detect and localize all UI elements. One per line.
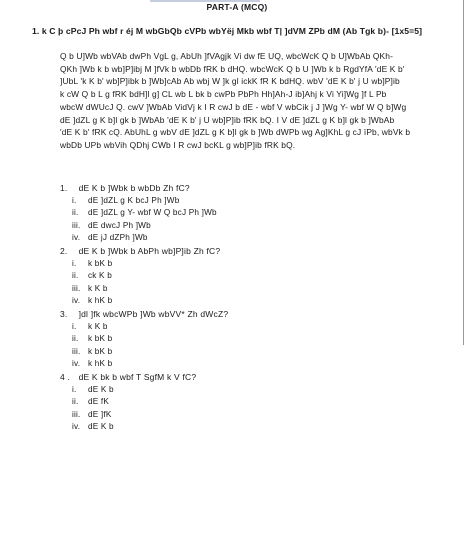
answer-option [60, 396, 440, 409]
answer-option [60, 358, 440, 371]
question-marks: [1x5=5] [391, 26, 423, 36]
question-item [60, 182, 440, 195]
option-text: dE K b [88, 422, 114, 432]
option-label: i. [72, 195, 77, 205]
question-text: dE K bk b wbf T SgfM k V fC? [78, 371, 197, 382]
answer-option [60, 207, 440, 220]
question-header-text: k C‌ þ cPcJ Ph wbf r‌ ‌é‌j‌ M wbGbQb cVPb wbY‌‌ëj Mkb wbf T| ]dVM ZPb dM (Ab Tgk b)- [41, 26, 390, 36]
passage-line: wbDb UPb wbVih QDhj CWb I R cwJ bcKL g wb]P]‌ib fRK bQ. [60, 139, 296, 150]
option-text: dE dwcJ Ph ]Wb [88, 220, 151, 230]
passage-line: wbcW dWUcJ Q. cwV ]WbAb V‌idVj k I R cwJ b dE - wbf V wbCi‌k j J ]Wg Y- wbf W Q b]Wg [60, 101, 407, 112]
option-label: iv. [72, 359, 81, 369]
passage-line: Q b U]Wb wbVAb dwPh VgL g, AbUh ]fVAgjk Vi dw fE UQ, wbcWcK Q b U]WbAb QKh- [60, 51, 394, 61]
passage-line: QKh ]Wb k b wb]P]‌ibj M ]fVk b wbDb fRK b dHQ. wbcWcK Q b U ]Wb k b RgdYfA 'dE K b' [60, 63, 405, 74]
answer-option [60, 346, 440, 359]
option-label: i. [72, 384, 77, 394]
option-label: ii. [72, 208, 79, 218]
question-header [32, 26, 462, 36]
passage-line: ]UbL 'k K b' wb]P]‌ibk b ]Wb]cAb Ab wbj W ]k gl ickK fR K bdHQ. wbV 'dE K b' j U wb]P]‌ib [60, 76, 400, 87]
answer-option [60, 258, 440, 271]
answer-option [60, 232, 440, 245]
question-item [60, 245, 440, 258]
option-text: dE ]dZL g Y- wbf W Q bcJ Ph ]Wb [88, 208, 217, 218]
option-text: dE ]dZL g K bcJ Ph ]Wb [88, 195, 180, 205]
question-text: ]dl ]fk wbcWPb ]Wb wbVV* Zh dWcZ? [78, 308, 229, 319]
question-number: 2. [60, 245, 68, 256]
answer-option [60, 421, 440, 434]
answer-option [60, 270, 440, 283]
answer-option [60, 295, 440, 308]
answer-option [60, 321, 440, 334]
question-item [60, 308, 440, 321]
question-text: dE K b ]Wbk b AbPh wb]P]‌ib Zh fC? [78, 245, 221, 256]
answer-option [60, 333, 440, 346]
option-text: k K b [88, 321, 108, 331]
answer-option [60, 195, 440, 208]
option-label: ii. [72, 334, 79, 344]
option-label: iv. [72, 233, 81, 243]
page-title: PART-A (MCQ) [206, 2, 268, 12]
option-label: iii. [72, 283, 81, 293]
option-text: k hK b [88, 296, 113, 306]
passage-line: dE ]dZL g K b]l gk b ]WbAb 'dE K b' j U wb]P]‌ib fRK bQ. I V dE ]dZL g K b]l gk b ]WbAb [60, 114, 395, 125]
option-label: iii. [72, 346, 81, 356]
question-number: 1. [60, 183, 68, 193]
option-label: iv. [72, 422, 81, 432]
passage [60, 50, 460, 152]
option-label: iii. [72, 409, 81, 419]
answer-option [60, 220, 440, 233]
option-text: dE jJ dZPh ]Wb [88, 233, 148, 243]
question-list [60, 182, 440, 434]
option-text: dE fK [88, 397, 110, 407]
question-item [60, 371, 440, 384]
option-text: k bK b [88, 258, 113, 268]
answer-option [60, 283, 440, 296]
option-text: k bK b [88, 346, 113, 356]
option-text: k K b [88, 283, 108, 293]
option-text: dE K b [88, 384, 114, 394]
option-label: ii. [72, 397, 79, 407]
option-text: k hK b [88, 359, 113, 369]
option-label: i. [72, 321, 77, 331]
question-number: 4 . [60, 371, 71, 382]
option-text: dE ]fK [88, 409, 112, 419]
option-label: ii. [72, 271, 79, 281]
passage-line: 'dE K b' fRK cQ. AbUhL g wbV dE ]dZL g K b]l gk b ]Wb dWPb wg Ag]KhL g cJ ‌ïPb, wbVk b [60, 127, 411, 138]
answer-option [60, 409, 440, 422]
option-text: ck K b [88, 271, 112, 281]
option-label: i. [72, 258, 77, 268]
question-header-number: 1. [32, 26, 40, 36]
answer-option [60, 384, 440, 397]
option-label: iv. [72, 296, 81, 306]
question-text: dE K b ]Wbk b wbDb Zh fC? [78, 183, 190, 193]
option-label: iii. [72, 220, 81, 230]
question-number: 3. [60, 308, 68, 319]
margin-rule [463, 0, 464, 345]
passage-line: k cW Q b L g fRK bdH]l g] CL wb L bk b cwPb PbPh Hh]Ah-J ‌ib]Ahj k Vi Y‌i]Wg ]f L Pb [60, 89, 387, 100]
option-text: k bK b [88, 334, 113, 344]
